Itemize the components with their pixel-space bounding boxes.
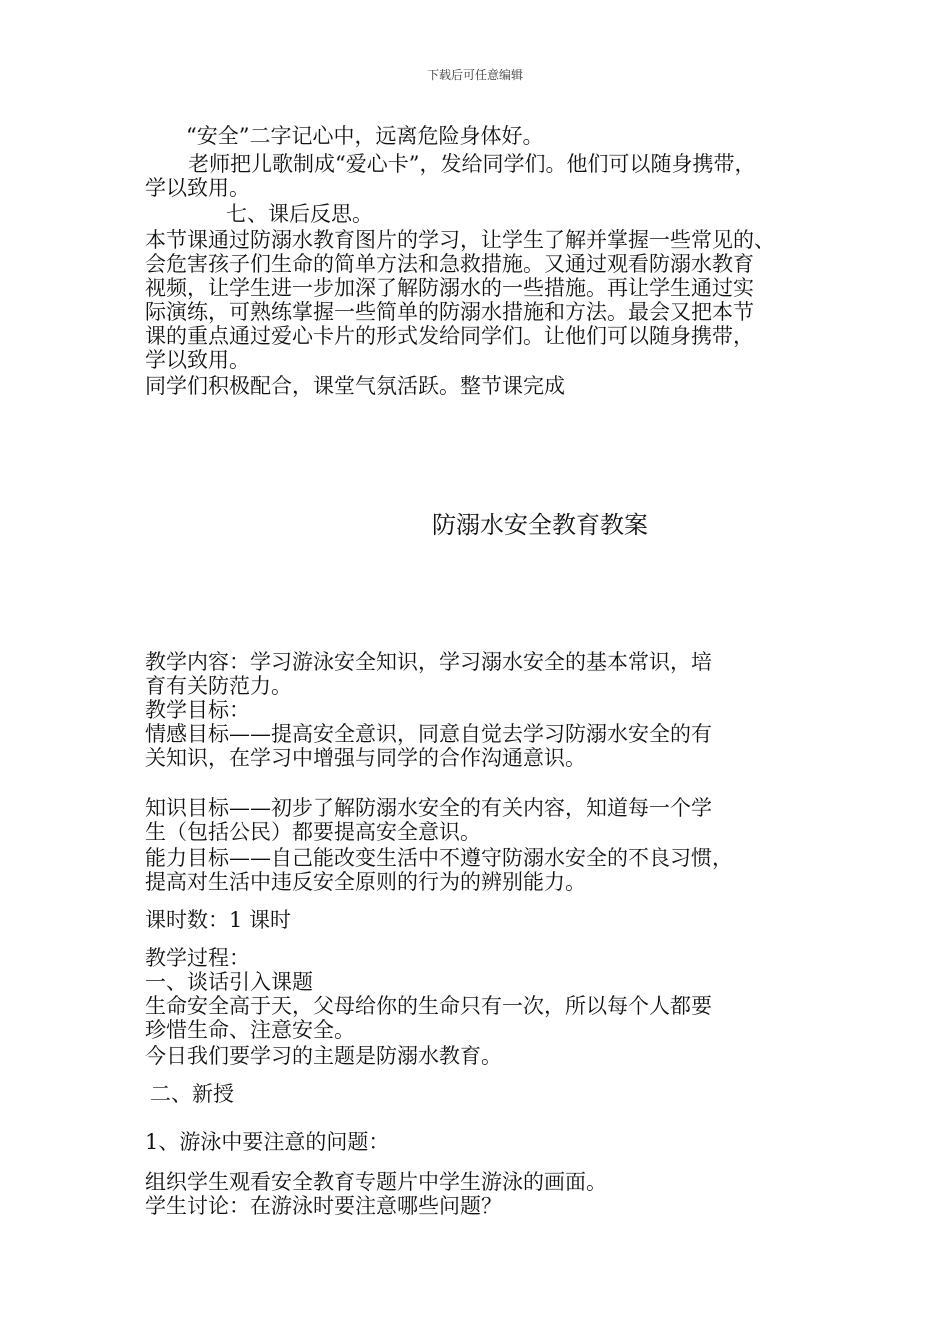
- text-line: 老师把儿歌制成“爱心卡”，发给同学们。他们可以随身携带，: [188, 152, 756, 176]
- text-line: 际演练，可熟练掌握一些简单的防溺水措施和方法。最会又把本节: [145, 300, 754, 324]
- section-heading: 七、课后反思。: [226, 202, 373, 226]
- text-line: 今日我们要学习的主题是防溺水教育。: [145, 1044, 502, 1068]
- section-heading: 二、新授: [150, 1082, 234, 1106]
- text-line: 课的重点通过爱心卡片的形式发给同学们。让他们可以随身携带，: [145, 324, 754, 348]
- text-line: 组织学生观看安全教育专题片中学生游泳的画面。: [145, 1170, 607, 1194]
- text-line: 育有关防范力。: [145, 674, 292, 698]
- text-line: 课时数：1 课时: [145, 908, 292, 932]
- text-line: 能力目标——自己能改变生活中不遵守防溺水安全的不良习惯，: [145, 846, 733, 870]
- text-line: 关知识，在学习中增强与同学的合作沟通意识。: [145, 746, 586, 770]
- text-line: 情感目标——提高安全意识，同意自觉去学习防溺水安全的有: [145, 722, 712, 746]
- text-line: 生（包括公民）都要提高安全意识。: [145, 820, 481, 844]
- section-heading: 1、游泳中要注意的问题：: [145, 1130, 390, 1154]
- text-line: 同学们积极配合，课堂气氛活跃。整节课完成: [145, 374, 565, 398]
- text-line: 学以致用。: [145, 176, 250, 200]
- text-line: 会危害孩子们生命的简单方法和急救措施。又通过观看防溺水教育: [145, 252, 754, 276]
- text-line: 提高对生活中违反安全原则的行为的辨别能力。: [145, 870, 586, 894]
- text-line: “安全”二字记心中，远离危险身体好。: [186, 124, 544, 148]
- text-line: 知识目标——初步了解防溺水安全的有关内容，知道每一个学: [145, 796, 712, 820]
- text-line: 珍惜生命、注意安全。: [145, 1018, 355, 1042]
- text-line: 视频，让学生进一步加深了解防溺水的一些措施。再让学生通过实: [145, 276, 754, 300]
- text-line: 教学内容：学习游泳安全知识，学习溺水安全的基本常识，培: [145, 650, 712, 674]
- text-line: 教学目标：: [145, 698, 250, 722]
- page-header: 下载后可任意编辑: [426, 68, 523, 82]
- text-line: 学以致用。: [145, 348, 250, 372]
- document-title: 防溺水安全教育教案: [432, 511, 648, 539]
- text-line: 学生讨论：在游泳时要注意哪些问题？: [145, 1194, 502, 1218]
- text-line: 本节课通过防溺水教育图片的学习，让学生了解并掌握一些常见的、: [145, 228, 775, 252]
- section-heading: 教学过程：: [145, 946, 250, 970]
- text-line: 生命安全高于天，父母给你的生命只有一次，所以每个人都要: [145, 994, 712, 1018]
- section-heading: 一、谈话引入课题: [145, 970, 313, 994]
